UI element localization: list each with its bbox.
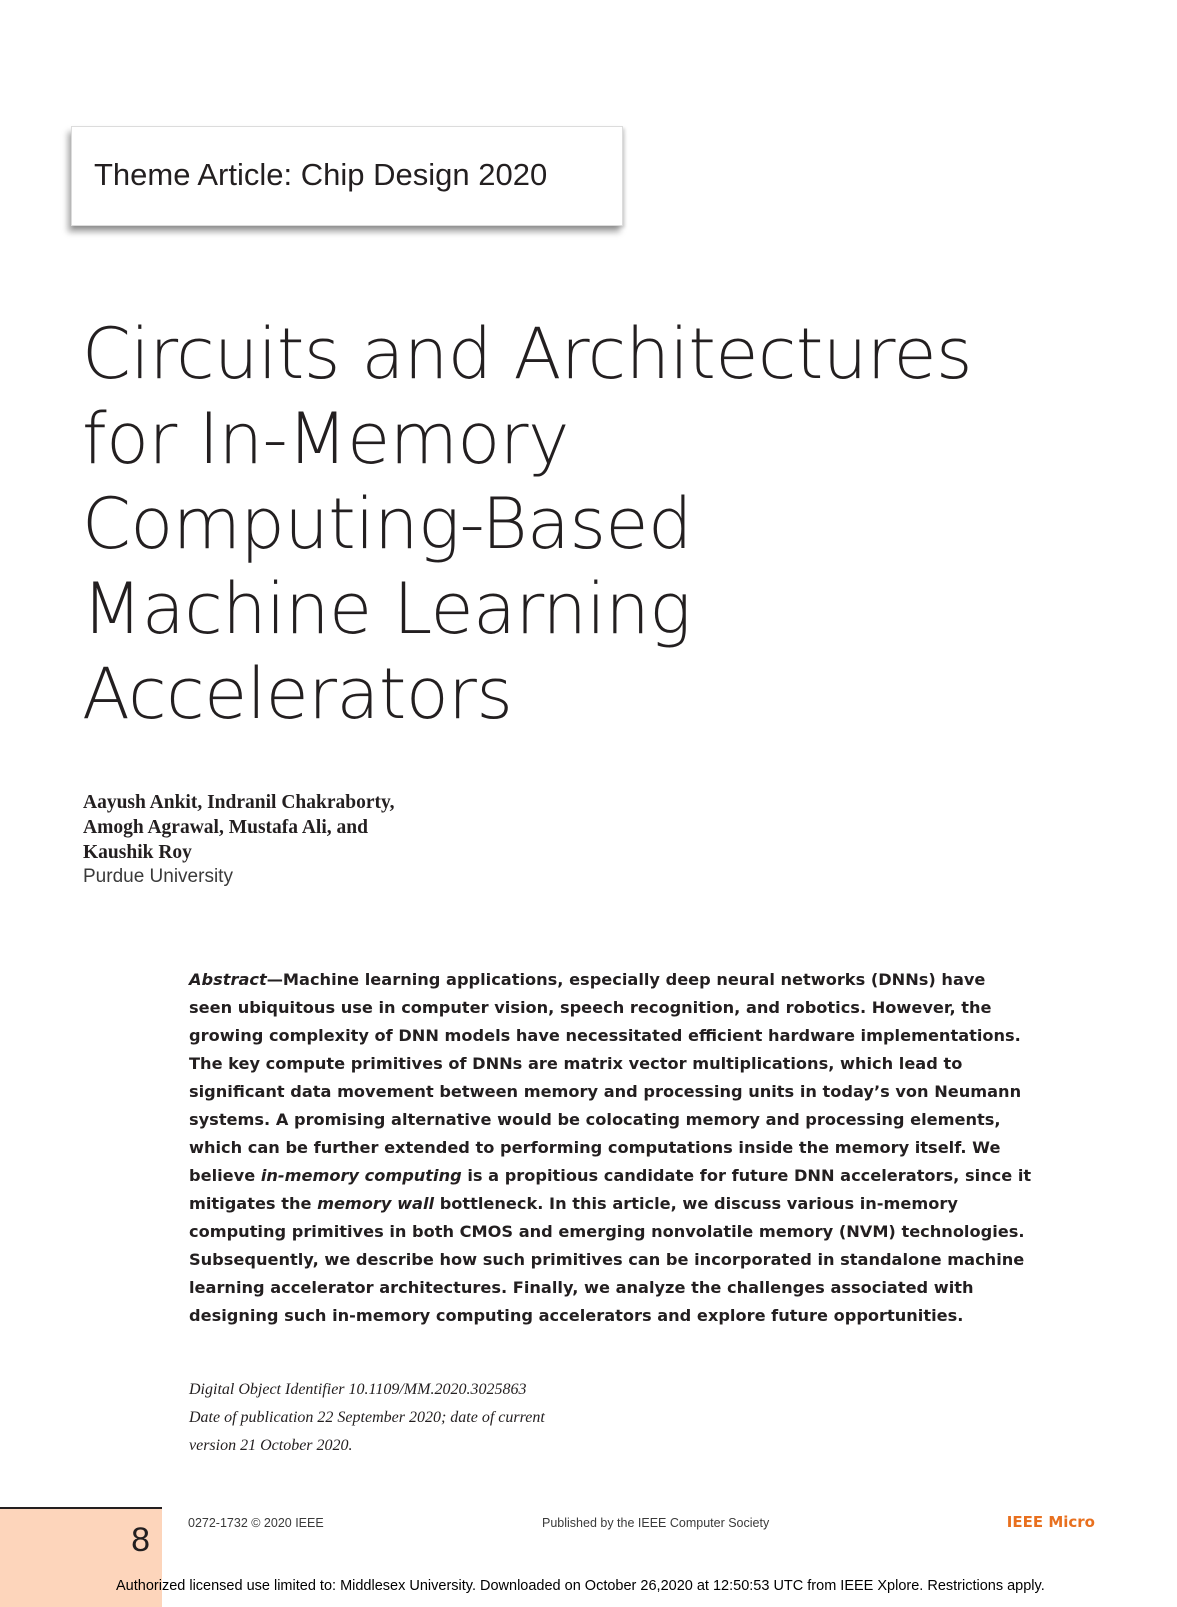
title-line: for In-Memory <box>82 398 569 480</box>
abstract-text: bottleneck. In this article, we discuss various in-memory <box>434 1194 958 1213</box>
abstract-line <box>189 1162 1089 1190</box>
abstract-line: significant data movement between memory and processing units in today’s von Neumann <box>189 1082 1022 1101</box>
abstract-line: growing complexity of DNN models have necessitated efficient hardware implementations. <box>189 1026 1021 1045</box>
abstract-line: systems. A promising alternative would be colocating memory and processing elements, <box>189 1110 1001 1129</box>
abstract-line <box>189 1190 1089 1218</box>
abstract <box>189 966 1089 1330</box>
doi-line: Digital Object Identifier 10.1109/MM.2020.3025863 <box>189 1381 527 1398</box>
abstract-text: believe <box>189 1166 261 1185</box>
abstract-line: computing primitives in both CMOS and emerging nonvolatile memory (NVM) technologies. <box>189 1222 1025 1241</box>
publication-date-line: Date of publication 22 September 2020; date of current <box>189 1409 545 1426</box>
abstract-line <box>189 966 1089 994</box>
license-notice: Authorized licensed use limited to: Middlesex University. Downloaded on October 26,2020 at 12:50:53 UTC from IEEE Xplore. Restrictions apply. <box>116 1578 1045 1594</box>
footer-issn: 0272-1732 © 2020 IEEE <box>188 1516 324 1530</box>
abstract-emphasis: in-memory computing <box>260 1166 462 1185</box>
title-line: Accelerators <box>82 653 513 735</box>
abstract-text: —Machine learning applications, especially deep neural networks (DNNs) have <box>266 970 986 989</box>
footer-journal-name: IEEE Micro <box>1006 1513 1095 1531</box>
title-line: Computing-Based <box>82 483 692 565</box>
abstract-label: Abstract <box>189 970 267 989</box>
article-title <box>82 312 1082 737</box>
abstract-text: is a propitious candidate for future DNN accelerators, since it <box>461 1166 1032 1185</box>
abstract-line: Subsequently, we describe how such primitives can be incorporated in standalone machine <box>189 1250 1025 1269</box>
abstract-line: The key compute primitives of DNNs are matrix vector multiplications, which lead to <box>189 1054 963 1073</box>
version-date-line: version 21 October 2020. <box>189 1437 353 1454</box>
footer-publisher: Published by the IEEE Computer Society <box>542 1516 770 1530</box>
author-list <box>83 790 395 865</box>
theme-banner <box>71 126 623 226</box>
title-line: Circuits and Architectures <box>82 313 972 395</box>
abstract-line: learning accelerator architectures. Finally, we analyze the challenges associated with <box>189 1278 974 1297</box>
abstract-text: mitigates the <box>189 1194 318 1213</box>
publication-metadata <box>189 1376 545 1460</box>
abstract-line: seen ubiquitous use in computer vision, speech recognition, and robotics. However, the <box>189 998 992 1017</box>
author-line: Kaushik Roy <box>83 842 192 863</box>
author-line: Amogh Agrawal, Mustafa Ali, and <box>83 817 368 838</box>
page-number: 8 <box>131 1521 150 1559</box>
title-line: Machine Learning <box>82 568 691 650</box>
author-line: Aayush Ankit, Indranil Chakraborty, <box>83 792 395 813</box>
abstract-line: designing such in-memory computing accelerators and explore future opportunities. <box>189 1306 964 1325</box>
abstract-emphasis: memory wall <box>317 1194 435 1213</box>
abstract-line: which can be further extended to performing computations inside the memory itself. We <box>189 1138 1001 1157</box>
theme-label: Theme Article: Chip Design 2020 <box>94 157 548 192</box>
affiliation: Purdue University <box>83 866 233 887</box>
